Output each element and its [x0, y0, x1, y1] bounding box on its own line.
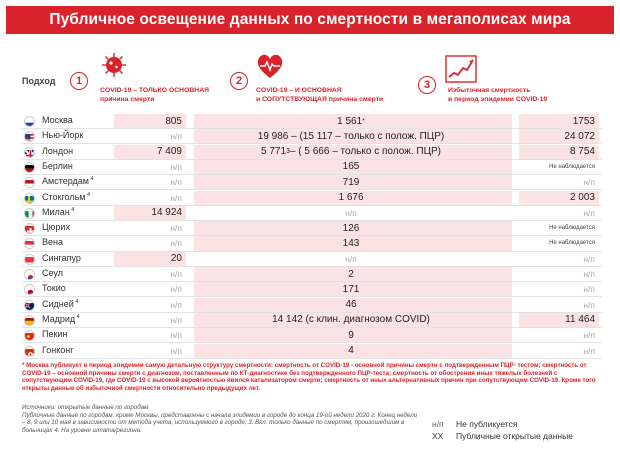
table-row [22, 236, 602, 251]
table-row [22, 160, 602, 175]
sources [22, 404, 422, 434]
city-name: Сидней $^4$ [42, 298, 79, 309]
city-footnote-mark: 4 [75, 313, 80, 320]
table-row [22, 267, 602, 282]
cell-primary-and-comorbid: 171 [194, 282, 512, 296]
table-row [22, 328, 602, 343]
cell-primary-cause: н/п [170, 299, 182, 310]
header-2-line2: и СОПУТСТВУЮЩАЯ причина смерти [256, 96, 384, 103]
header-1-line2: причина смерти [100, 96, 155, 103]
cell-primary-cause: н/п [170, 269, 182, 280]
flag-jp-icon [24, 284, 35, 295]
cell-primary-cause: н/п [170, 192, 182, 203]
cell-excess-mortality: н/п [583, 330, 595, 341]
cell-primary-and-comorbid: 126 [194, 221, 512, 235]
cell-primary-and-comorbid: 9 [194, 328, 512, 342]
header-number-1: 1 [70, 72, 88, 90]
flag-au-icon [24, 300, 35, 311]
city-footnote-mark: 4 [88, 176, 94, 183]
flag-us-icon [24, 131, 35, 142]
heart-pulse-icon [255, 52, 285, 80]
flag-it-icon [24, 208, 35, 219]
legend-item-xx [432, 430, 573, 442]
city-name: Вена [42, 237, 63, 248]
cell-excess-mortality: Не наблюдается [549, 225, 595, 232]
table-row [22, 145, 602, 160]
cell-primary-cause: н/п [170, 131, 182, 142]
city-name: Лондон [42, 145, 74, 156]
city-name: Цюрих [42, 222, 70, 233]
flag-nl-icon [24, 177, 35, 188]
city-name: Токио [42, 283, 66, 294]
cell-primary-cause: н/п [170, 238, 182, 249]
cell-primary-and-comorbid: 19 986 – (15 117 – только с полож. ПЦР) [194, 129, 512, 143]
table-row [22, 191, 602, 206]
header-3-line1: Избыточная смертность [448, 87, 531, 94]
city-footnote-mark: 4 [85, 191, 91, 198]
table-row [22, 298, 602, 313]
city-name: Нью-Йорк [42, 130, 84, 141]
cell-primary-and-comorbid: 1 676 [194, 191, 512, 205]
flag-at-icon [24, 238, 35, 249]
cell-footnote-mark: * [362, 117, 365, 125]
table-row [22, 114, 602, 129]
city-name: Милан $^4$ [42, 206, 75, 217]
cell-primary-cause: н/п [170, 177, 182, 188]
flag-es-icon [24, 315, 35, 326]
cell-primary-and-comorbid: 2 [194, 267, 512, 281]
flag-kr-icon [24, 269, 35, 280]
cell-excess-mortality: 1753 [519, 114, 599, 128]
cell-primary-cause: н/п [170, 223, 182, 234]
approach-label: Подход [22, 76, 56, 86]
flag-ru-icon [24, 116, 35, 127]
cell-primary-and-comorbid: 46 [194, 298, 512, 312]
cell-excess-mortality: н/п [583, 345, 595, 356]
flag-gb-icon [24, 147, 35, 158]
flag-de-icon [24, 162, 35, 173]
cell-excess-mortality: н/п [583, 207, 595, 218]
table-row [22, 221, 602, 236]
cell-excess-mortality: 11 464 [519, 313, 599, 327]
city-name: Сингапур [42, 252, 81, 263]
sources-text: Публичные данные по городам, кроме Москвы, представлены с начала эпидемии в городе до конца 19-ой недели 2020 г. Конец недели – 8, 9 или 10 мая в зависимости от метода учета, используемого в городе; 3. Вкл. только данные по смертям, произошедшим в больницах 4. На уровне штата/региона. [22, 411, 418, 434]
header-3-line2: в период эпидемии COVID-19 [448, 96, 548, 103]
table-row [22, 175, 602, 190]
cell-excess-mortality: Не наблюдается [549, 240, 595, 247]
header-number-2: 2 [230, 72, 248, 90]
legend-key-xx: XX [432, 431, 444, 441]
row-divider [22, 358, 602, 359]
cell-excess-mortality: 2 003 [519, 191, 599, 205]
table-row [22, 344, 602, 359]
header-number-3: 3 [418, 76, 436, 94]
cell-primary-and-comorbid: 165 [194, 160, 512, 174]
header-1-line1: COVID-19 – ТОЛЬКО ОСНОВНАЯ [100, 87, 209, 94]
city-name: Пекин [42, 329, 68, 340]
cell-primary-and-comorbid: 143 [194, 236, 512, 250]
cell-primary-and-comorbid: 5 771 3 – ( 5 666 – только с полож. ПЦР) [194, 145, 512, 159]
cell-excess-mortality: 8 754 [519, 145, 599, 159]
city-name: Берлин [42, 160, 73, 171]
cell-primary-cause: 805 [114, 114, 186, 128]
flag-se-icon [24, 193, 35, 204]
flag-hk-icon [24, 346, 35, 357]
table-row [22, 313, 602, 328]
city-name: Амстердам $^4$ [42, 176, 94, 187]
cell-excess-mortality: 24 072 [519, 129, 599, 143]
table-row [22, 129, 602, 144]
cell-excess-mortality: н/п [583, 269, 595, 280]
cell-excess-mortality: н/п [583, 177, 595, 188]
cell-primary-and-comorbid: 719 [194, 175, 512, 189]
legend-item-np [432, 418, 573, 430]
table-row [22, 252, 602, 267]
cell-primary-cause: 20 [114, 252, 186, 266]
city-name: Москва [42, 115, 73, 125]
flag-cn-icon [24, 330, 35, 341]
cell-primary-and-comorbid: 14 142 (с клин. диагнозом COVID) [194, 313, 512, 327]
cell-primary-and-comorbid: н/п [345, 207, 357, 218]
cell-excess-mortality: н/п [583, 299, 595, 310]
header-2-line1: COVID-19 – И ОСНОВНАЯ [256, 87, 342, 94]
cell-primary-and-comorbid: 4 [194, 344, 512, 358]
cell-excess-mortality: н/п [583, 284, 595, 295]
cell-primary-cause: 7 409 [114, 145, 186, 159]
city-name: Сеул [42, 268, 63, 278]
footnote: * Москва публикует в период эпидемии самую детальную структуру смертности: смертность от COVID-19 - основной причины смерти с подтвержденным ПЦР- тестом; смертность от COVID-19 – основной причины смерти с диагнозом, поставленным по КТ-диагностике без подтвержденного ПЦР-теста; смертность от обострения иных тяжелых болезней с сопутствующим COVID-19, где COVID-19 с высокой вероятностью явился катализатором смерти; смертность от иных альтернативных причин при сопутствующем COVID-19. Кроме того открыты данные об избыточной смертности относительно предыдущих лет. [22, 362, 596, 392]
cell-primary-cause: н/п [170, 345, 182, 356]
city-name: Стокгольм $^4$ [42, 191, 91, 202]
flag-sg-icon [24, 254, 35, 265]
legend-text-xx: Публичные открытые данные [456, 431, 573, 441]
page-title: Публичное освещение данных по смертности в мегаполисах мира [6, 6, 614, 34]
city-name: Мадрид $^4$ [42, 313, 80, 324]
cell-primary-cause: 14 924 [114, 206, 186, 220]
cell-primary-cause: н/п [170, 330, 182, 341]
flag-ch-icon [24, 223, 35, 234]
city-footnote-mark: 4 [73, 298, 79, 305]
cell-primary-and-comorbid: 1 561 * [194, 114, 512, 128]
sources-title: Источники: открытые данные по городам [22, 404, 149, 411]
cell-excess-mortality: Не наблюдается [549, 163, 595, 170]
city-footnote-mark: 4 [69, 206, 75, 213]
cell-primary-cause: н/п [170, 284, 182, 295]
cell-primary-and-comorbid: н/п [345, 253, 357, 264]
cell-tail-text: – ( 5 666 – только с полож. ПЦР) [289, 146, 441, 158]
table-row [22, 206, 602, 221]
legend [432, 418, 573, 442]
cell-excess-mortality: н/п [583, 253, 595, 264]
legend-text-np: Не публикуется [456, 419, 518, 429]
rising-chart-icon [445, 55, 477, 83]
cell-primary-cause: н/п [170, 161, 182, 172]
table-row [22, 282, 602, 297]
city-name: Гонконг [42, 344, 74, 355]
virus-icon [100, 50, 128, 80]
legend-key-np: н/п [432, 419, 444, 429]
cell-primary-cause: н/п [170, 314, 182, 325]
cell-footnote-mark: 3 [286, 148, 290, 156]
